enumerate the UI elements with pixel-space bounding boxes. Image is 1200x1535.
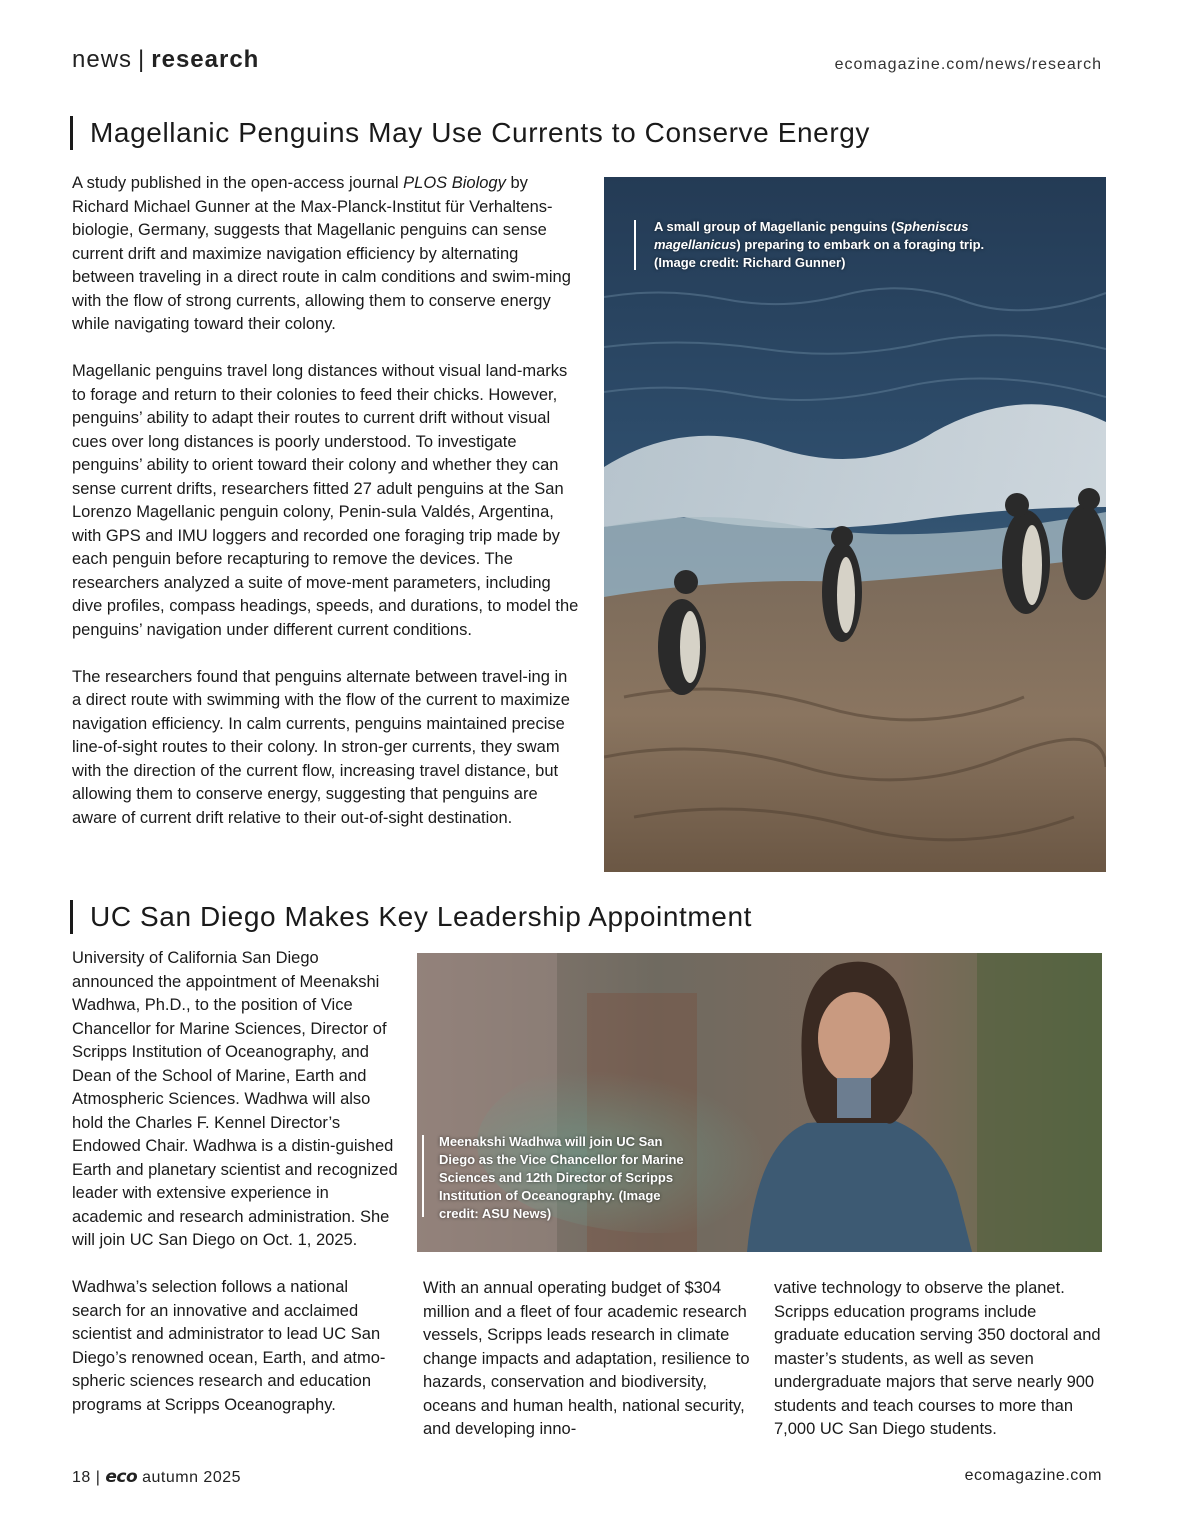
portrait-caption: Meenakshi Wadhwa will join UC San Diego as the Vice Chancellor for Marine Sciences and 12th Director of Scripps Institution of Oceanography. (Image credit: ASU News) <box>439 1134 684 1221</box>
article1-paragraph-1: A study published in the open-access journal PLOS Biology by Richard Michael Gunner at the Max-Planck-Institut für Verhaltens-biologie, Germany, suggests that Magellanic penguins can sense current drift and maximize navigation efficiency by alternating between traveling in a direct route in calm conditions and swim-ming with the flow of strong currents, allowing them to conserve energy while navigating toward their colony. <box>72 174 571 333</box>
species-name: Spheniscus magellanicus <box>654 219 969 252</box>
headline-bar <box>70 116 73 150</box>
section-label: news <box>72 46 133 73</box>
article2-paragraph-2: Wadhwa’s selection follows a national search for an innovative and acclaimed scientist and administrator to lead UC San Diego’s renowned ocean, Earth, and atmo-spheric sciences research and education programs at Scripps Oceanography. <box>72 1278 386 1414</box>
article1-paragraph-3: The researchers found that penguins alternate between travel-ing in a direct route with swimming with the flow of the current to maximize navigation efficiency. In calm currents, penguins maintained precise line-of-sight routes to their colony. In stron-ger currents, they swam with the direction of the current flow, increasing travel distance, but allowing them to conserve energy, suggesting that penguins are aware of current drift relative to their out-of-sight destination. <box>72 667 570 827</box>
header-separator: | <box>138 46 146 73</box>
footer-url[interactable]: ecomagazine.com <box>964 1467 1102 1484</box>
page-footer <box>72 1467 241 1487</box>
section-header <box>72 46 259 74</box>
article2-paragraph-4: vative technology to observe the planet. Scripps education programs include graduate education serving 350 doctoral and master’s students, as well as seven undergraduate majors that serve nearly 900 students and teach courses to more than 7,000 UC San Diego students. <box>774 1279 1101 1438</box>
article1-body <box>72 172 580 830</box>
subsection-label: research <box>151 46 260 73</box>
article1-headline: Magellanic Penguins May Use Currents to Conserve Energy <box>90 117 871 148</box>
page-number: 18 <box>72 1469 91 1486</box>
article2-paragraph-1: University of California San Diego announced the appointment of Meenakshi Wadhwa, Ph.D., to the position of Vice Chancellor for Marine Sciences, Director of Scripps Institution of Oceanography, and Dean of the School of Marine, Earth and Atmospheric Sciences. Wadhwa will also hold the Charles F. Kennel Director’s Endowed Chair. Wadhwa is a distin-guished Earth and planetary scientist and recognized leader with extensive experience in academic and research administration. She will join UC San Diego on Oct. 1, 2025. <box>72 949 398 1249</box>
article2-headline: UC San Diego Makes Key Leadership Appointment <box>90 901 753 932</box>
brand-logo: eco <box>105 1467 138 1487</box>
penguin-caption: A small group of Magellanic penguins (Spheniscus magellanicus) preparing to embark on a foraging trip. (Image credit: Richard Gunner) <box>654 219 985 270</box>
portrait-photo <box>417 953 1102 1252</box>
article2-column-2 <box>423 1277 753 1442</box>
footer-separator: | <box>95 1469 101 1486</box>
issue-label: autumn 2025 <box>142 1469 242 1486</box>
article2-paragraph-3: With an annual operating budget of $304 million and a fleet of four academic research vessels, Scripps leads research in climate change impacts and adaptation, resilience to hazards, conservation and biodiversity, oceans and human health, national security, and developing inno- <box>423 1279 750 1438</box>
caption-bar <box>422 1135 424 1217</box>
article2-column-3 <box>774 1277 1104 1442</box>
article2-column-1 <box>72 947 402 1417</box>
article1-paragraph-2: Magellanic penguins travel long distances without visual land-marks to forage and return to their colonies to feed their chicks. However, penguins’ ability to adapt their routes to current drift without visual cues over long distances is poorly understood. To investigate penguins’ ability to orient toward their colony and whether they can sense current drifts, researchers fitted 27 adult penguins at the San Lorenzo Magellanic penguin colony, Penin-sula Valdés, Argentina, with GPS and IMU loggers and recorded one foraging trip made by each penguin before recapturing to remove the devices. The researchers analyzed a suite of move-ment parameters, including dive profiles, compass headings, speeds, and durations, to model the penguins’ navigation under different current conditions. <box>72 362 579 639</box>
journal-name: PLOS Biology <box>403 174 506 192</box>
caption-bar <box>634 220 636 270</box>
penguin-photo <box>604 177 1106 872</box>
penguin-photo-illustration <box>604 177 1106 872</box>
header-url[interactable]: ecomagazine.com/news/research <box>834 56 1102 73</box>
headline-bar <box>70 900 73 934</box>
